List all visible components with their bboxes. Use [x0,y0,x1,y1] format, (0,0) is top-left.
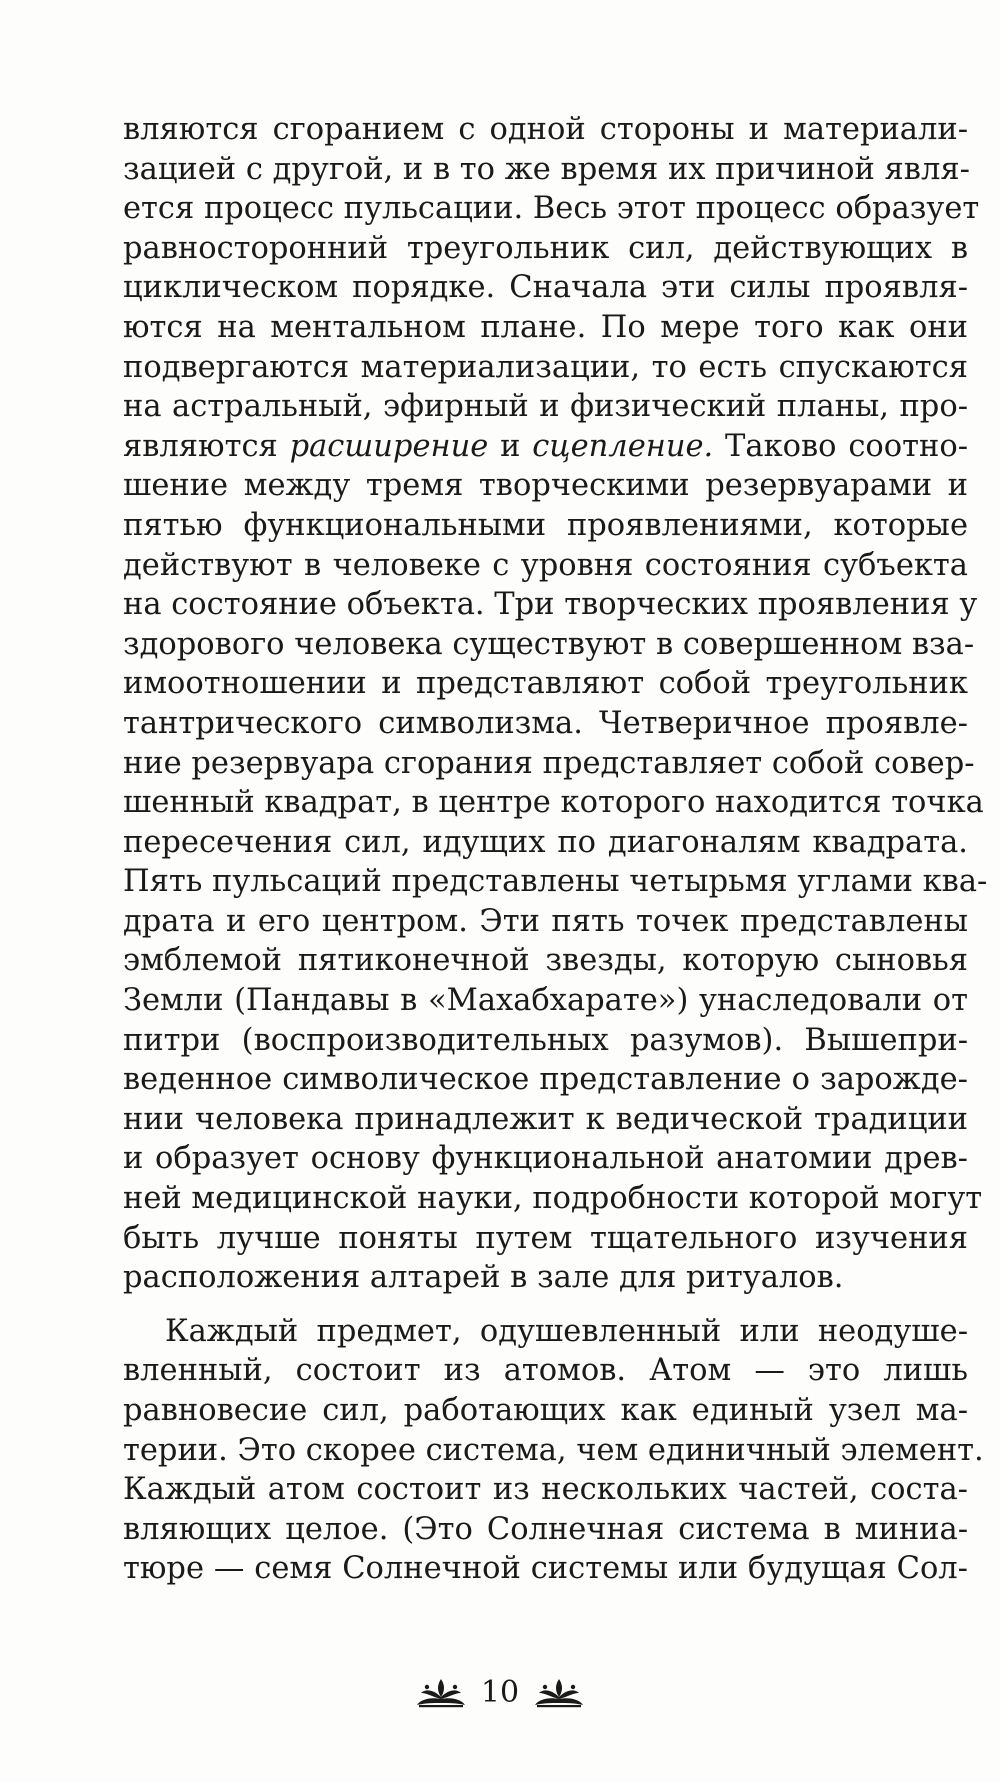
text-line: здорового человека существуют в совершенном вза- [123,626,975,662]
text-line: тантрического символизма. Четверичное проявле- [123,705,968,741]
text-line: пересечения сил, идущих по диагоналям квадрата. [123,824,968,860]
text-line: быть лучше поняты путем тщательного изучения [123,1220,968,1256]
italic-term-expansion: расширение [289,428,489,464]
text-line: равносторонний треугольник сил, действующих в [123,230,968,266]
text-line: вляющих целое. (Это Солнечная система в миниа- [123,1511,968,1547]
text-line: шение между тремя творческими резервуарами и [123,468,968,504]
page-number: 10 [480,1674,520,1710]
text-line: питри (воспроизводительных разумов). Вышепри- [123,1022,968,1058]
text-line: расположения алтарей в зале для ритуалов. [123,1260,844,1296]
text-line: Каждый атом состоит из нескольких частей, соста- [123,1472,968,1508]
text-line: ется процесс пульсации. Весь этот процесс образует [123,191,980,227]
text-line: и образует основу функциональной анатомии древ- [123,1141,968,1177]
text-line: пятью функциональными проявлениями, которые [123,507,968,543]
text-line-with-italics [123,427,968,467]
text-line: веденное символическое представление о зарожде- [123,1062,968,1098]
text-line: подвергаются материализации, то есть спускаются [123,349,968,385]
text-line: тюре — семя Солнечной системы или будущая Сол- [123,1551,968,1587]
text-line: эмблемой пятиконечной звезды, которую сыновья [123,943,968,979]
text-line: циклическом порядке. Сначала эти силы проявля- [123,270,968,306]
page-footer [0,1668,1000,1716]
text-line: ние резервуара сгорания представляет собой совер- [123,745,975,781]
text-fragment: и [488,428,533,464]
text-line: Каждый предмет, одушевленный или неодуше- [165,1313,968,1349]
text-line: ются на ментальном плане. По мере того как они [123,309,968,345]
text-line: Пять пульсаций представлены четырьмя углами ква- [123,864,988,900]
text-fragment: Таково соотно- [713,428,968,464]
floral-ornament-icon [415,1675,467,1709]
text-line: терии. Это скорее система, чем единичный элемент. [123,1432,984,1468]
text-line: на состояние объекта. Три творческих проявления у [123,587,978,623]
body-text [123,110,988,1589]
paragraph-2 [123,1312,984,1589]
italic-term-cohesion: сцепление. [532,428,714,464]
text-line: имоотношении и представляют собой треугольник [123,666,968,702]
text-line: шенный квадрат, в центре которого находится точка [123,785,984,821]
paragraph-gap [123,1298,968,1312]
text-line: на астральный, эфирный и физический планы, про- [123,389,968,425]
floral-ornament-icon [533,1675,585,1709]
text-line: равновесие сил, работающих как единый узел ма- [123,1393,968,1428]
text-line: вляются сгоранием с одной стороны и материали- [123,112,968,147]
text-line: драта и его центром. Эти пять точек представлены [123,903,968,939]
text-line: Земли (Пандавы в «Махабхарате») унаследовали от [123,983,968,1019]
text-line: вленный, состоит из атомов. Атом — это лишь [123,1353,968,1389]
text-fragment: являются [123,428,290,464]
text-line: зацией с другой, и в то же время их причиной явля- [123,151,970,187]
paragraph-1 [123,110,988,1298]
text-line: нии человека принадлежит к ведической традиции [123,1101,968,1137]
text-line: действуют в человеке с уровня состояния субъекта [123,547,968,583]
text-line: ней медицинской науки, подробности которой могут [123,1181,983,1217]
